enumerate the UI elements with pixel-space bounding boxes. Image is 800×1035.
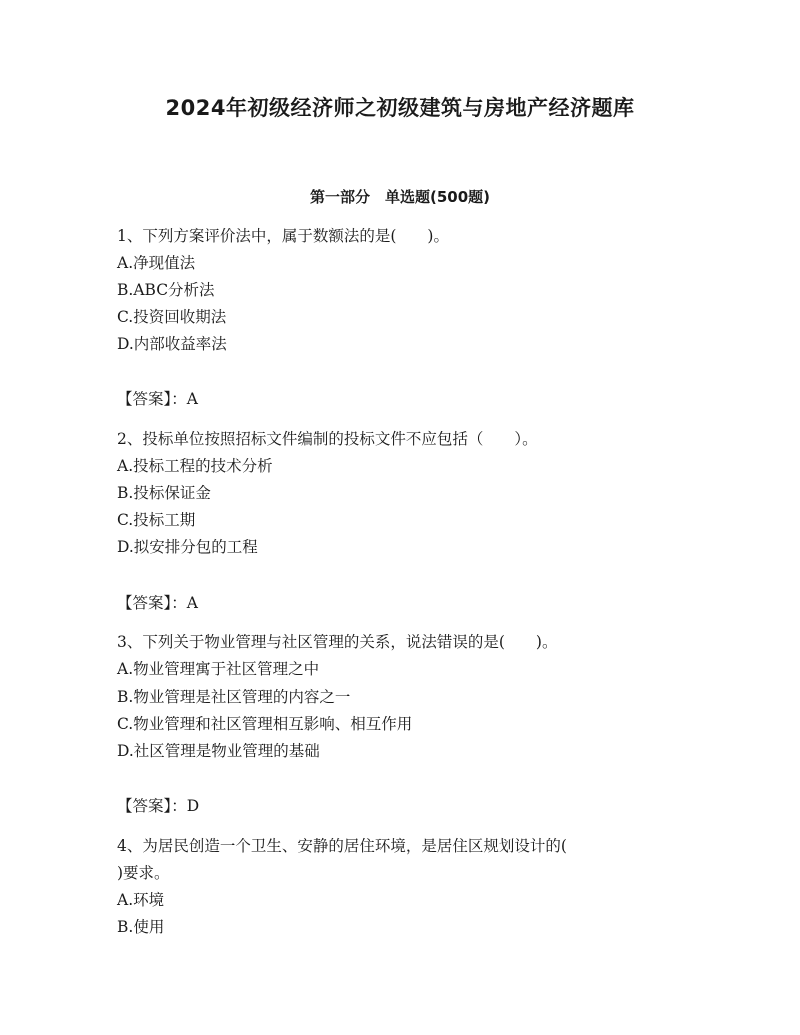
question-2-option-c: C.投标工期 [117,511,196,529]
question-1-answer: 【答案】：A [117,390,198,408]
question-2-answer: 【答案】：A [117,594,198,612]
section-heading: 第一部分 单选题(500题) [309,188,491,206]
question-3-option-a: A.物业管理寓于社区管理之中 [117,660,320,678]
question-3-stem: 3、下列关于物业管理与社区管理的关系，说法错误的是( )。 [117,633,558,651]
question-3-option-b: B.物业管理是社区管理的内容之一 [117,688,351,706]
question-3-option-c: C.物业管理和社区管理相互影响、相互作用 [117,715,413,733]
question-4-option-a: A.环境 [117,891,165,909]
question-4-stem-line-2: )要求。 [117,864,170,882]
question-4-option-b: B.使用 [117,918,165,936]
question-2-option-a: A.投标工程的技术分析 [117,457,273,475]
question-3-answer: 【答案】：D [117,797,200,815]
question-1-option-d: D.内部收益率法 [117,335,227,353]
question-3-option-d: D.社区管理是物业管理的基础 [117,742,320,760]
question-2-option-b: B.投标保证金 [117,484,211,502]
question-2-stem: 2、投标单位按照招标文件编制的投标文件不应包括（ ）。 [117,430,538,448]
document-title: 2024年初级经济师之初级建筑与房地产经济题库 [165,96,635,120]
question-1-option-c: C.投资回收期法 [117,308,227,326]
question-1-option-a: A.净现值法 [117,254,196,272]
question-4-stem-line-1: 4、为居民创造一个卫生、安静的居住环境，是居住区规划设计的( [117,837,567,855]
question-1-option-b: B.ABC分析法 [117,281,215,299]
question-2-option-d: D.拟安排分包的工程 [117,538,258,556]
question-1-stem: 1、下列方案评价法中，属于数额法的是( )。 [117,227,449,245]
